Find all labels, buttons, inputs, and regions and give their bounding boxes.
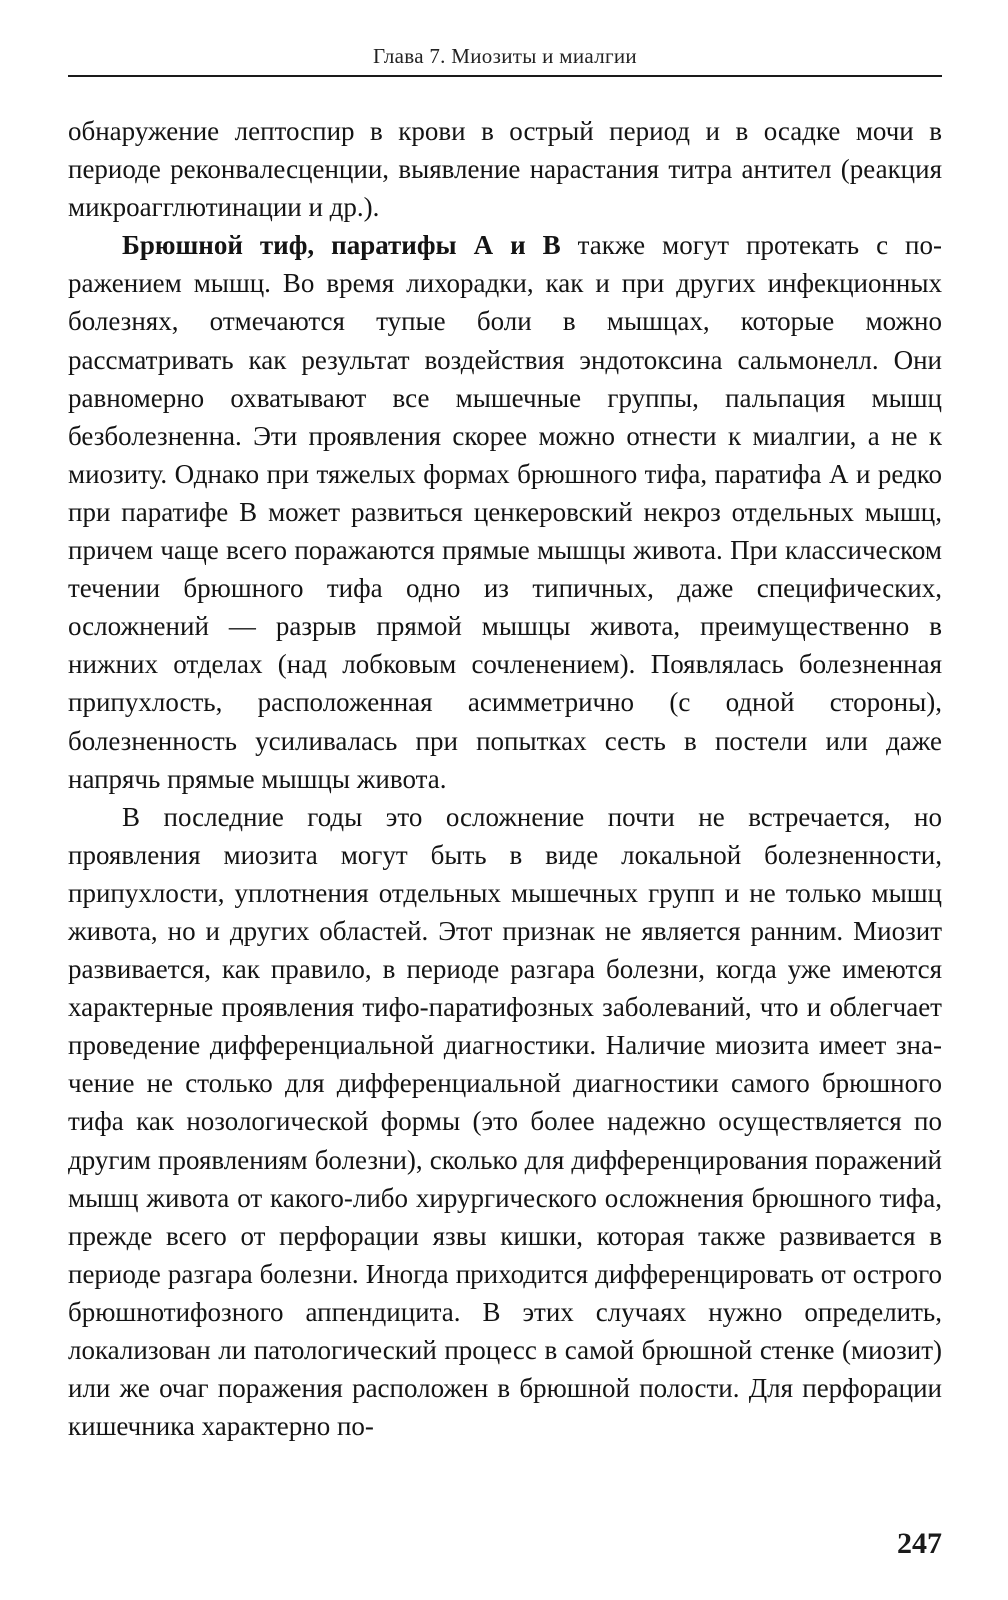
header-rule [68, 75, 942, 77]
paragraph-myositis: В последние годы это осложнение почти не встречается, но проявления миозита могут быть в виде локальной болезненности, припухлости, уплотнения отдельных мышечных групп и не только мышц живота, но и других областей. Этот признак не является ранним. Миозит развивается, как правило, в периоде разгара болезни, когда уже имеются характерные проявления тифо-паратифозных заболеваний, что и облегчает проведение дифференциальной диагностики. Наличие миозита имеет значение не столько для дифференциальной диагностики самого брюшного тифа как нозологической формы (это более надежно осуществляется по другим проявлениям болезни), сколько для дифференцирования поражений мышц живота от какого-либо хирургического осложнения брюшного тифа, прежде всего от перфорации язвы кишки, которая также развивается в периоде разгара болезни. Иногда приходится дифференцировать от острого брюшнотифозного аппендицита. В этих случаях нужно определить, локализован ли патологический процесс в самой брюшной стенке (миозит) или же очаг поражения расположен в брюшной полости. Для перфорации кишечника характерно по- [68, 801, 942, 1442]
running-head: Глава 7. Миозиты и миалгии [373, 44, 637, 68]
paragraph-lead-bold: Брюшной тиф, паратифы А и В [122, 230, 561, 261]
page-number: 247 [897, 1527, 942, 1560]
paragraph-continuation: обнаружение лептоспир в крови в острый период и в осадке мочи в периоде реконвалесценции, выявление нарастания титра антител (реакция микроагглютинации и др.). [68, 116, 942, 223]
paragraph-typhoid-text: также могут протекать с поражением мышц. Во время лихорадки, как и при других инфекционных болезнях, отмечаются тупые боли в мышцах, которые можно рассматривать как результат воздействия эндотоксина сальмонелл. Они равномерно охватывают все мышечные группы, пальпация мышц безболезненна. Эти проявления скорее можно отнести к миалгии, а не к миозиту. Однако при тяжелых формах брюшного тифа, паратифа А и редко при паратифе В может развиться ценкеровский некроз отдельных мышц, причем чаще всего поражаются прямые мышцы живота. При классическом течении брюшного тифа одно из типичных, даже специфических, осложнений — разрыв прямой мышцы живота, преимущественно в нижних отделах (над лобковым сочленением). Появлялась болезненная припухлость, расположенная асимметрично (с одной стороны), болезненность усиливалась при попытках сесть в постели или даже напрячь прямые мышцы живота. [68, 230, 942, 794]
body-text [68, 112, 942, 1445]
paragraph-typhoid [68, 226, 942, 797]
